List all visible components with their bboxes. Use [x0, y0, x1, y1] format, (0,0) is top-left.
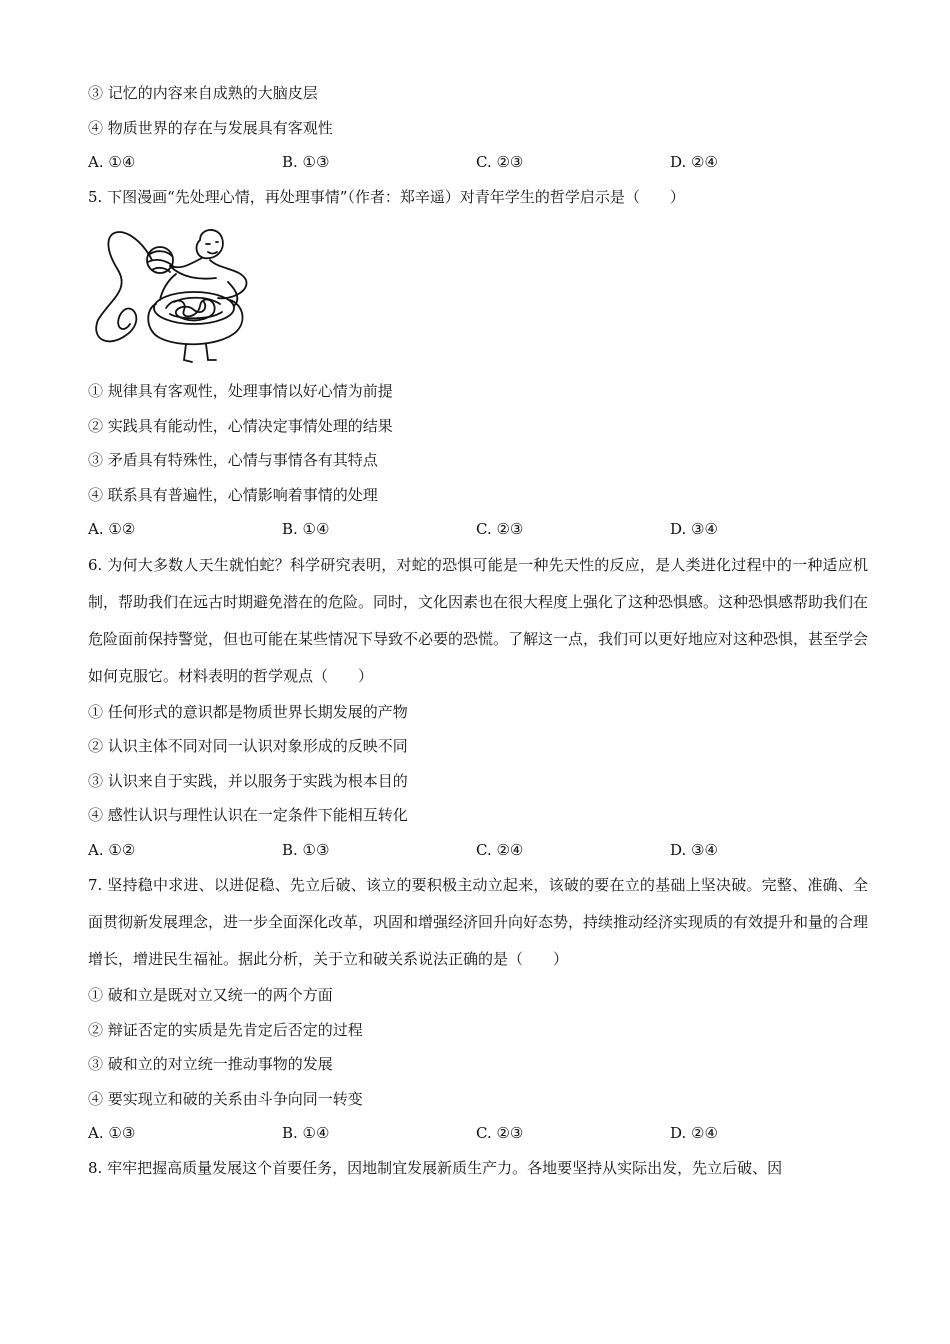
q6-option-d: D. ③④	[670, 840, 718, 859]
q6-item-1: ① 任何形式的意识都是物质世界长期发展的产物	[88, 702, 408, 721]
q7-options	[88, 1116, 868, 1151]
q7-option-c: C. ②③	[476, 1124, 524, 1142]
q4-options	[88, 145, 868, 180]
q5-options	[88, 512, 868, 547]
q6-option-c: C. ②④	[476, 840, 524, 859]
q6-option-a: A. ①②	[88, 840, 136, 859]
q7-item-3: ③ 破和立的对立统一推动事物的发展	[88, 1055, 333, 1073]
q5-option-b: B. ①④	[282, 520, 330, 538]
q4-item-3: ③ 记忆的内容来自成熟的大脑皮层	[88, 84, 318, 102]
q7-stem: 7. 坚持稳中求进、以进促稳、先立后破、该立的要积极主动立起来，该破的要在立的基础上坚决破。完整、准确、全面贯彻新发展理念，进一步全面深化改革，巩固和增强经济回升向好态势，持续推动经济实现质的有效提升和量的合理增长，增进民生福祉。据此分析，关于立和破关系说法正确的是（ ）	[88, 876, 869, 968]
exam-page	[88, 76, 868, 1185]
cartoon-illustration	[90, 220, 255, 368]
q6-stem: 6. 为何大多数人天生就怕蛇？科学研究表明，对蛇的恐惧可能是一种先天性的反应，是人类进化过程中的一种适应机制，帮助我们在远古时期避免潜在的危险。同时，文化因素也在很大程度上强化了这种恐惧感。这种恐惧感帮助我们在危险面前保持警觉，但也可能在某些情况下导致不必要的恐慌。了解这一点，我们可以更好地应对这种恐惧，甚至学会如何克服它。材料表明的哲学观点（ ）	[88, 555, 869, 685]
q6-option-b: B. ①③	[282, 840, 330, 859]
q6-item-4: ④ 感性认识与理性认识在一定条件下能相互转化	[88, 806, 408, 824]
q5-item-2: ② 实践具有能动性，心情决定事情处理的结果	[88, 416, 393, 435]
q7-item-2: ② 辩证否定的实质是先肯定后否定的过程	[88, 1020, 363, 1039]
q5-item-3: ③ 矛盾具有特殊性，心情与事情各有其特点	[88, 451, 378, 469]
q6-options	[88, 833, 868, 868]
q8-stem: 8. 牢牢把握高质量发展这个首要任务，因地制宜发展新质生产力。各地要坚持从实际出发，先立后破、因	[88, 1158, 783, 1177]
q5-option-d: D. ③④	[670, 520, 718, 538]
q4-option-b: B. ①③	[282, 153, 330, 171]
q5-item-1: ① 规律具有客观性，处理事情以好心情为前提	[88, 382, 393, 400]
q7-option-d: D. ②④	[670, 1124, 718, 1142]
q5-option-a: A. ①②	[88, 520, 136, 538]
q5-cartoon	[88, 214, 868, 374]
q4-option-d: D. ②④	[670, 153, 718, 171]
q7-option-b: B. ①④	[282, 1124, 330, 1142]
q5-item-4: ④ 联系具有普遍性，心情影响着事情的处理	[88, 485, 378, 504]
q6-item-3: ③ 认识来自于实践，并以服务于实践为根本目的	[88, 771, 408, 790]
q6-item-2: ② 认识主体不同对同一认识对象形成的反映不同	[88, 737, 408, 755]
q7-item-4: ④ 要实现立和破的关系由斗争向同一转变	[88, 1089, 363, 1108]
q7-option-a: A. ①③	[88, 1124, 136, 1142]
q5-stem: 5. 下图漫画“先处理心情，再处理事情”（作者：郑辛遥）对青年学生的哲学启示是（ ）	[88, 187, 685, 206]
q4-option-c: C. ②③	[476, 153, 524, 171]
q5-option-c: C. ②③	[476, 520, 524, 538]
q4-option-a: A. ①④	[88, 153, 136, 171]
q7-item-1: ① 破和立是既对立又统一的两个方面	[88, 986, 333, 1004]
q4-item-4: ④ 物质世界的存在与发展具有客观性	[88, 118, 333, 137]
